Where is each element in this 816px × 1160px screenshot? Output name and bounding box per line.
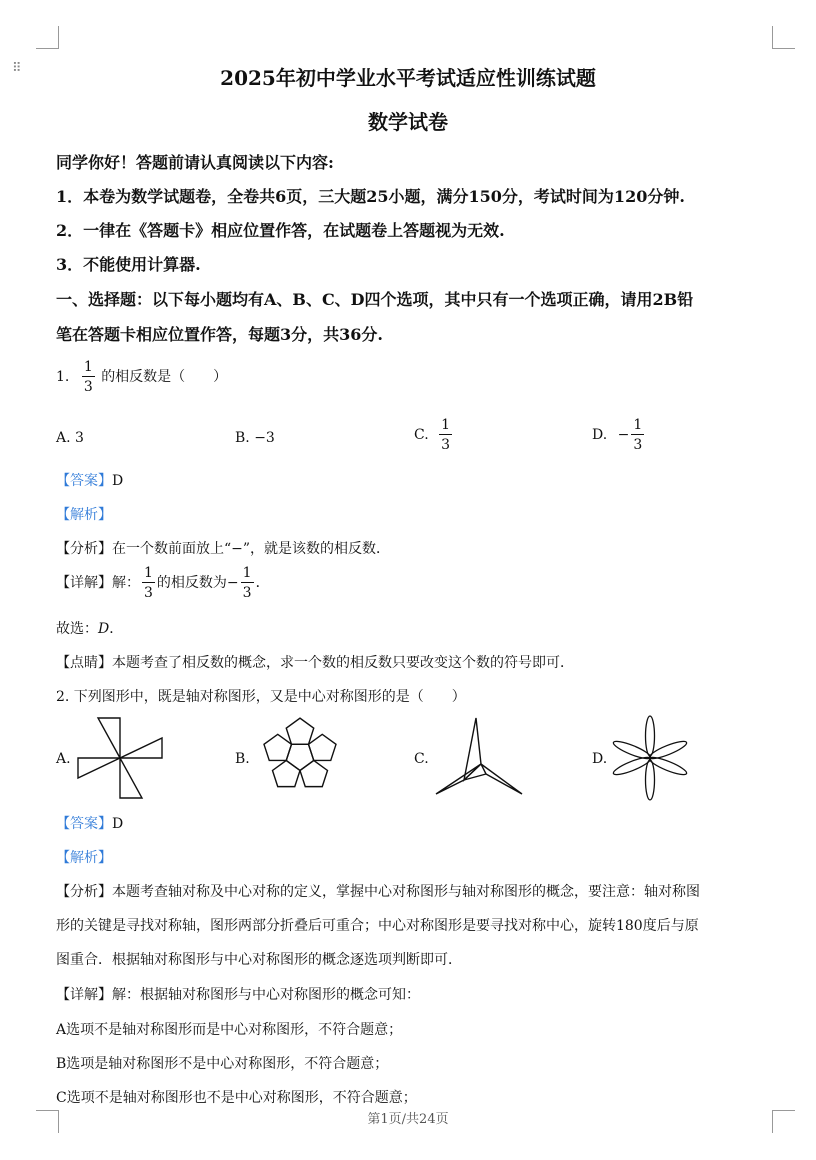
section-title-line1: 一、选择题：以下每小题均有A、B、C、D四个选项，其中只有一个选项正确，请用2B铅: [56, 290, 694, 309]
three-blade-figure: [434, 718, 526, 798]
answer-value: D: [112, 816, 124, 832]
analysis-fenxi: 【分析】在一个数前面放上“−”，就是该数的相反数．: [56, 541, 391, 557]
analysis-xiangjie: 【详解】解： $\frac{1}{3}$ 的相反数为− $\frac{1}{3}$ ．: [56, 565, 270, 601]
instruction-2: 2．一律在《答题卡》相应位置作答，在试题卷上答题视为无效.: [56, 221, 505, 240]
question-text: 的相反数是（ ）: [101, 369, 228, 385]
option-d: D. − $\frac{1}{3}$: [592, 417, 643, 453]
choice-line: 故选：D．: [56, 621, 124, 637]
page-title: 2025年初中学业水平考试适应性训练试题: [220, 66, 596, 90]
page-footer: 第1页/共24页: [367, 1112, 449, 1127]
instruction-3: 3．不能使用计算器.: [56, 255, 201, 274]
option-b: B. −3: [235, 430, 275, 446]
section-title-line2: 笔在答题卡相应位置作答，每题3分，共36分.: [56, 325, 383, 344]
figure-label-a: A.: [56, 751, 71, 767]
four-petal-flower-figure: [612, 716, 688, 800]
instruction-1: 1．本卷为数学试题卷，全卷共6页，三大题25小题，满分150分，考试时间为120分钟.: [56, 187, 685, 206]
page-subtitle: 数学试卷: [368, 110, 448, 134]
question-1-stem: [56, 360, 227, 394]
answer-tag: 【答案】: [56, 473, 112, 489]
figure-label-d: D.: [592, 751, 608, 767]
q2-xiangjie: 【详解】解：根据轴对称图形与中心对称图形的概念可知：: [56, 987, 420, 1003]
greeting: 同学你好！答题前请认真阅读以下内容:: [56, 153, 334, 172]
crop-mark-top-right: [772, 26, 795, 49]
q2-fenxi-line2: 形的关键是寻找对称轴，图形两部分折叠后可重合；中心对称图形是要寻找对称中心，旋转180度后与原: [56, 918, 699, 934]
q2-answer-line: [56, 813, 123, 833]
q2-line-c: C选项不是轴对称图形也不是中心对称图形，不符合题意；: [56, 1090, 417, 1106]
question-number: 1.: [56, 369, 70, 385]
analysis-tag: 【解析】: [56, 507, 112, 523]
q2-analysis-tag: 【解析】: [56, 850, 112, 866]
analysis-dianjing: 【点睛】本题考查了相反数的概念，求一个数的相反数只要改变这个数的符号即可．: [56, 655, 574, 671]
question-2-stem: 2. 下列图形中，既是轴对称图形，又是中心对称图形的是（ ）: [56, 689, 466, 705]
q2-line-b: B选项是轴对称图形不是中心对称图形，不符合题意；: [56, 1056, 389, 1072]
pentagon-flower-figure: [256, 712, 344, 800]
figure-label-c: C.: [414, 751, 429, 767]
option-c: C. $\frac{1}{3}$: [414, 417, 451, 453]
answer-line: [56, 470, 123, 490]
drag-handle-icon[interactable]: ⠿: [12, 61, 22, 76]
figure-label-b: B.: [235, 751, 250, 767]
answer-value: D: [112, 473, 124, 489]
pinwheel-figure: [78, 716, 164, 800]
q2-fenxi-line1: 【分析】本题考查轴对称及中心对称的定义，掌握中心对称图形与轴对称图形的概念，要注意：轴对称图: [56, 884, 700, 900]
fraction: $\frac{1}{3}$: [83, 359, 93, 395]
q2-line-a: A选项不是轴对称图形而是中心对称图形，不符合题意；: [56, 1022, 403, 1038]
answer-tag: 【答案】: [56, 816, 112, 832]
q2-fenxi-line3: 图重合．根据轴对称图形与中心对称图形的概念逐选项判断即可．: [56, 952, 462, 968]
option-a: A. 3: [56, 430, 84, 446]
crop-mark-top-left: [36, 26, 59, 49]
